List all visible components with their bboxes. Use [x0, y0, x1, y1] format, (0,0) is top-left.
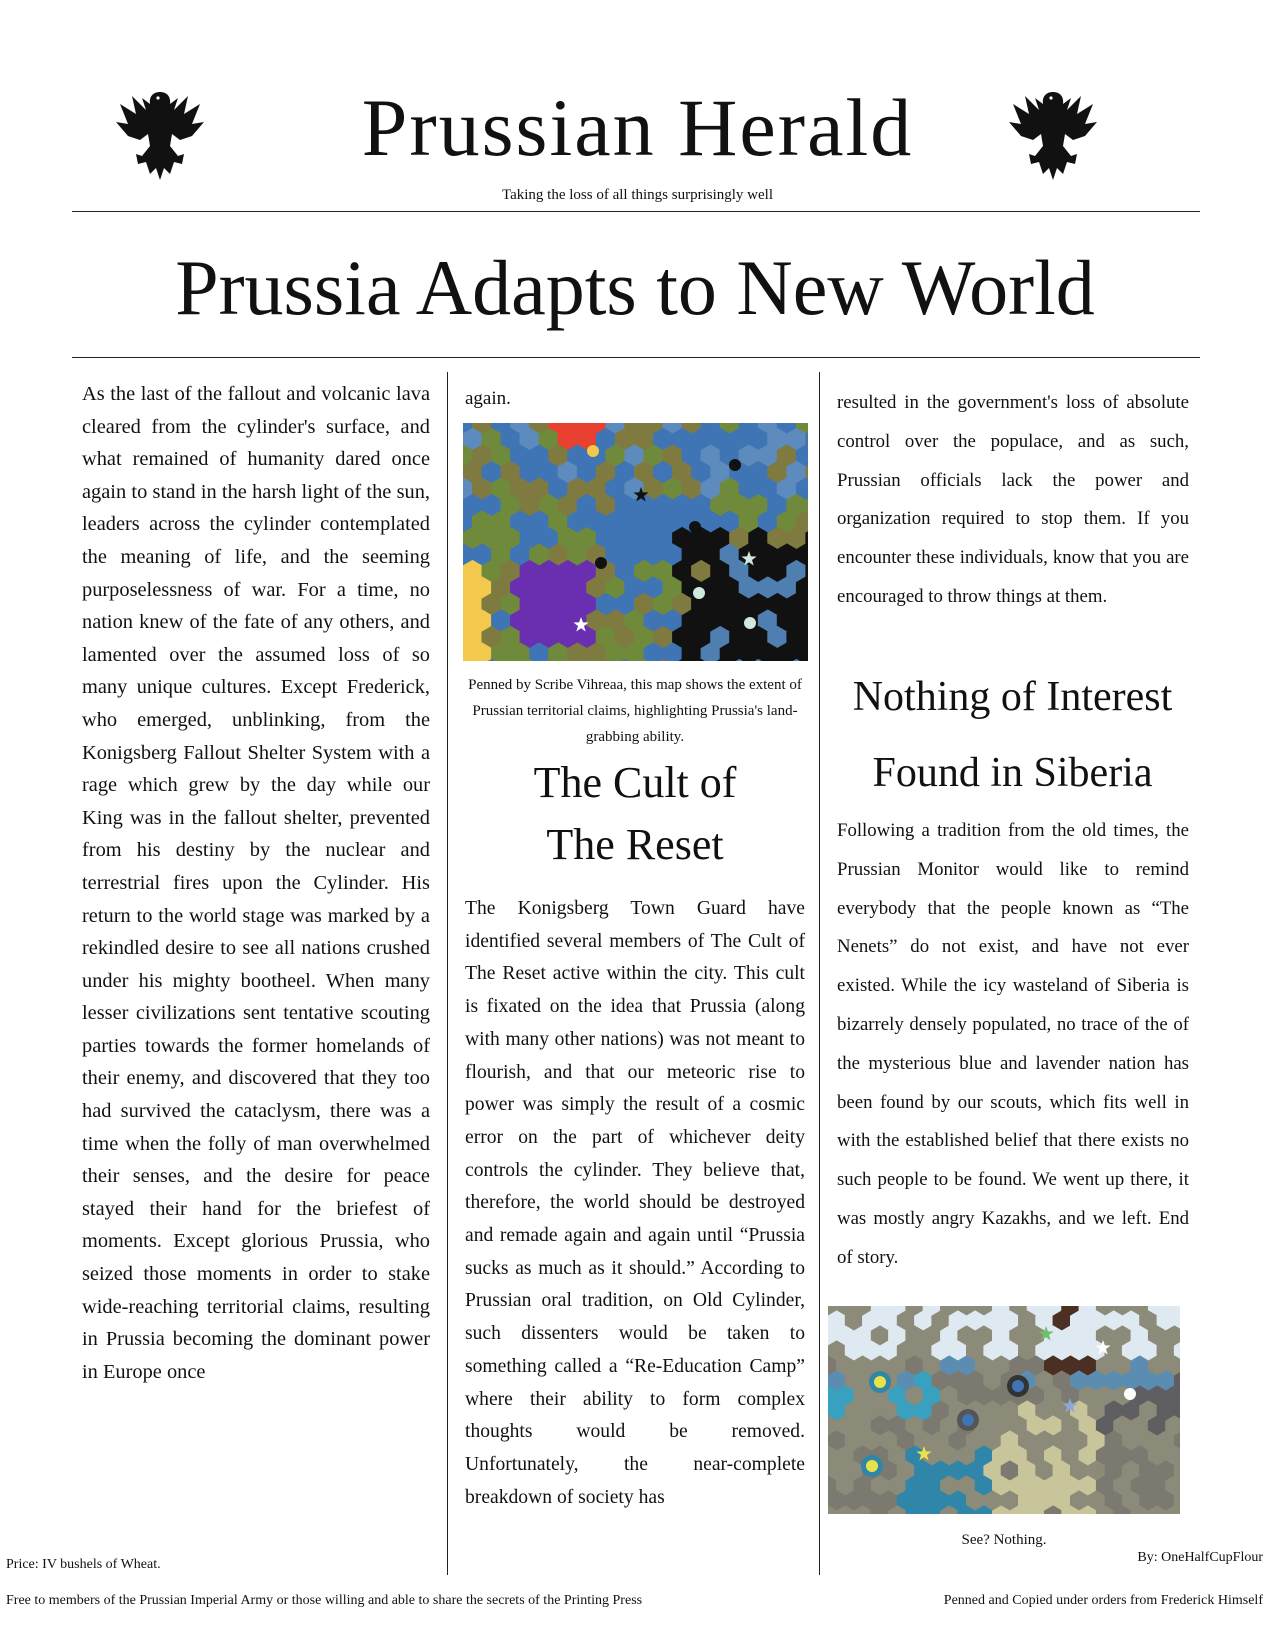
cult-article-body: The Konigsberg Town Guard have identified several members of The Cult of The Reset active within the city. This cult is fixated on the idea that Prussia (along with many other nations) was not meant to flourish, and that our meteoric rise to power was simply the result of a cosmic error on the part of whichever deity controls the cylinder. They believe that, therefore, the world should be destroyed and remade again and again until “Prussia sucks as much as it should.” According to Prussian oral tradition, on Old Cylinder, such dissenters would be taken to something called a “Re-Education Camp” where their ability to form complex thoughts would be removed. Unfortunately, the near-complete breakdown of society has: [465, 898, 805, 1508]
siberia-title-line-2: Found in Siberia: [872, 750, 1153, 796]
masthead-tagline: Taking the loss of all things surprisingly well: [501, 187, 773, 203]
cult-title-line-1: The Cult of: [533, 758, 737, 807]
masthead-title: Prussian Herald: [361, 82, 914, 173]
main-headline: Prussia Adapts to New World: [175, 244, 1095, 331]
siberia-article-body: Following a tradition from the old times, the Prussian Monitor would like to remind everybody that the people known as “The Nenets” do not exist, and have not ever existed. While the icy wasteland of Siberia is bizarrely densely populated, no trace of the of the mysterious blue and lavender nation has been found by our scouts, which fits well in with the established belief that there exists no such people to be found. We went up there, it was mostly angry Kazakhs, and we left. End of story.: [837, 820, 1189, 1268]
footer-byline: By: OneHalfCupFlour: [1137, 1550, 1263, 1565]
cult-title-line-2: The Reset: [546, 820, 724, 869]
siberia-map-caption: See? Nothing.: [961, 1532, 1047, 1548]
main-article-continued: again.: [465, 388, 511, 409]
cult-article-title: [455, 752, 815, 876]
territory-map-image: [463, 423, 808, 661]
map-caption: Penned by Scribe Vihreaa, this map shows the extent of Prussian territorial claims, highlighting Prussia's land-grabbing ability.: [468, 677, 802, 745]
footer-order-note: Penned and Copied under orders from Frederick Himself: [943, 1593, 1263, 1608]
eagle-emblem-left-icon: [112, 84, 208, 184]
cult-article-continued: resulted in the government's loss of absolute control over the populace, and as such, Prussian officials lack the power and organization required to stop them. If you encounter these individuals, know that you are encouraged to throw things at them.: [837, 392, 1189, 607]
main-article-body: As the last of the fallout and volcanic lava cleared from the cylinder's surface, and what remained of humanity dared once again to stand in the harsh light of the sun, leaders across the cylinder contemplated the meaning of life, and the seeming purposelessness of war. For a time, no nation knew of the fate of any others, and lamented over the assumed loss of so many unique cultures. Except Frederick, who emerged, unblinking, from the Konigsberg Fallout Shelter System with a rage which grew by the day while our King was in the fallout shelter, prevented from his destiny by the nuclear and terrestrial fires upon the Cylinder. His return to the world stage was marked by a rekindled desire to see all nations crushed under his mighty bootheel. When many lesser civilizations sent tentative scouting parties towards the former homelands of their enemy, and discovered that they too had survived the cataclysm, there was a time when the folly of man overwhelmed their senses, and the desire for peace stayed their hand for the briefest of moments. Except glorious Prussia, who seized those moments in order to stake wide-reaching territorial claims, resulting in Prussia becoming the dominant power in Europe once: [82, 383, 430, 1383]
siberia-map-image: [828, 1306, 1180, 1514]
column-divider-2: [819, 372, 820, 1575]
siberia-title-line-1: Nothing of Interest: [852, 674, 1173, 720]
siberia-article-title: [830, 659, 1195, 811]
masthead-divider: [72, 211, 1200, 212]
footer-price: Price: IV bushels of Wheat.: [6, 1557, 161, 1572]
eagle-emblem-right-icon: [1005, 84, 1101, 184]
column-divider-1: [447, 372, 448, 1575]
headline-divider: [72, 357, 1200, 358]
footer-free-note: Free to members of the Prussian Imperial Army or those willing and able to share the secrets of the Printing Press: [6, 1593, 643, 1608]
